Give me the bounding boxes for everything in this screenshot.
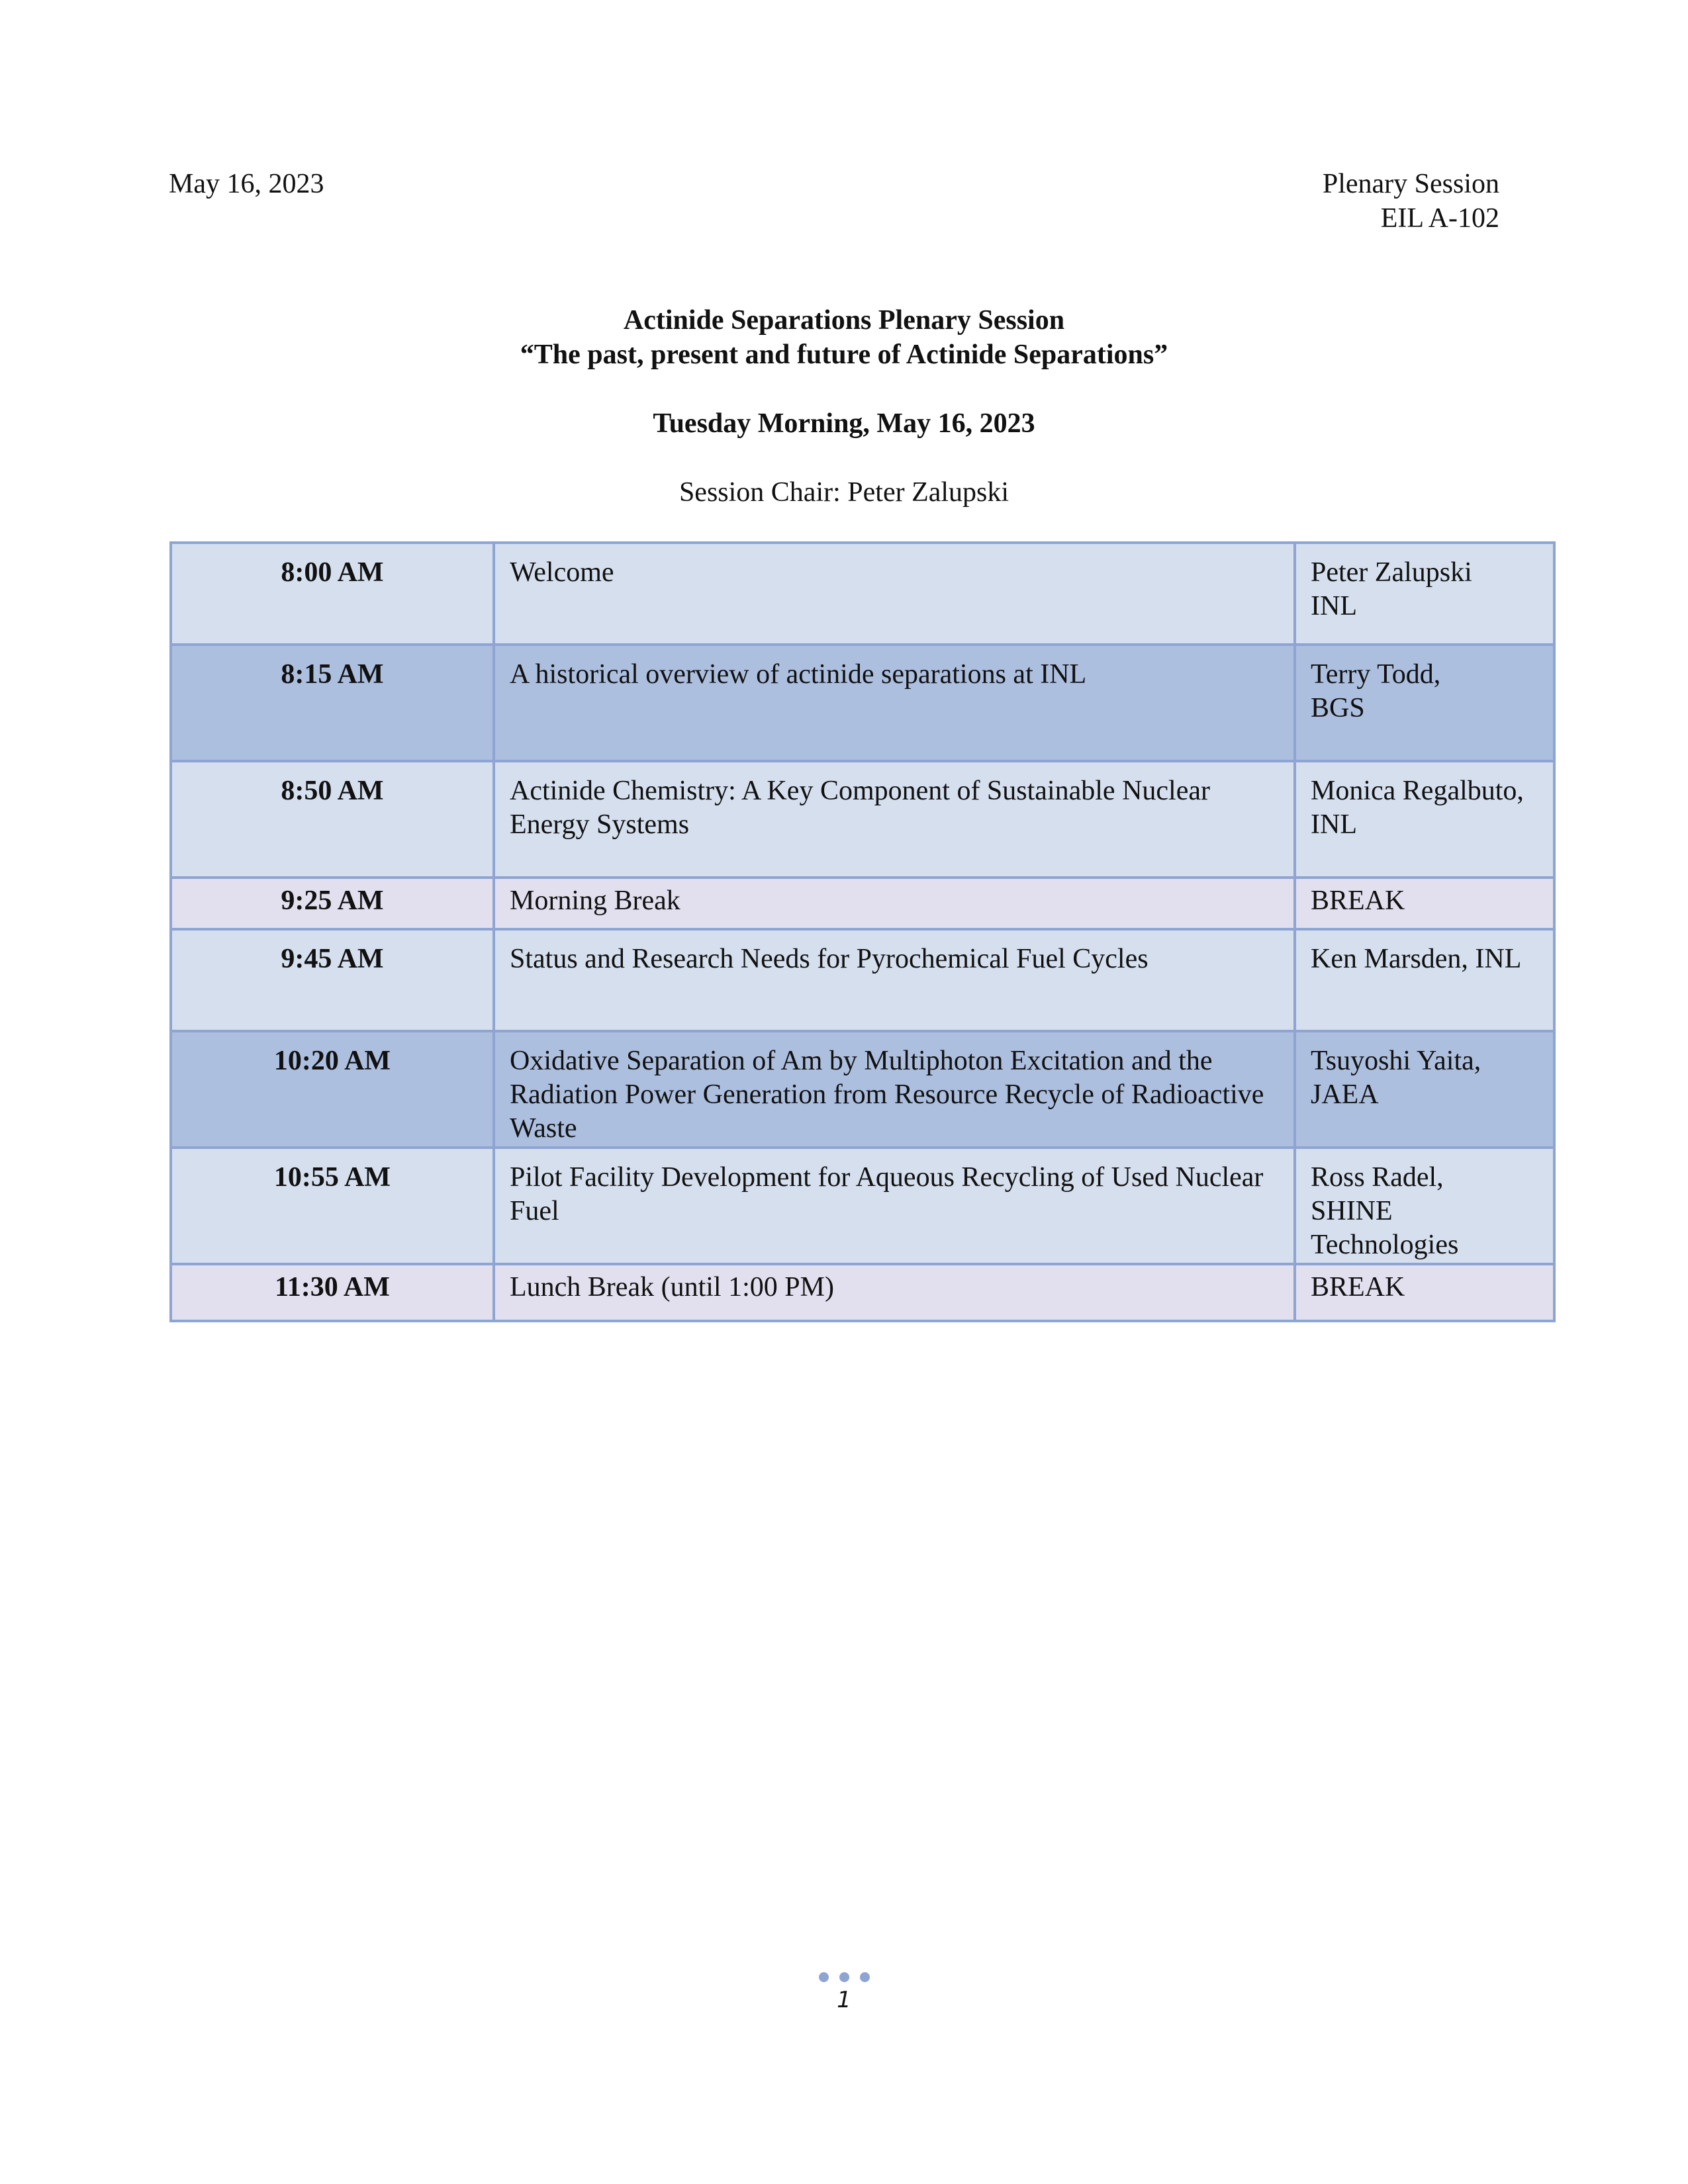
speaker-name: Terry Todd, <box>1311 659 1441 690</box>
talk-title-cell: Oxidative Separation of Am by Multiphoton Excitation and the Radiation Power Generation from Resource Recycle of Radioactive Waste <box>494 1031 1295 1148</box>
schedule-table <box>169 541 1556 1322</box>
time-cell: 9:25 AM <box>171 878 494 929</box>
page-number: 1 <box>837 1987 851 2013</box>
dot-icon <box>819 1972 829 1982</box>
header-room: EIL A-102 <box>1380 203 1499 234</box>
break-label: BREAK <box>1311 886 1405 916</box>
session-subtitle: “The past, present and future of Actinide Separations” <box>520 340 1168 370</box>
session-title-block <box>0 303 1688 510</box>
speaker-cell <box>1295 1264 1554 1321</box>
break-label: BREAK <box>1311 1272 1405 1302</box>
time-cell: 10:55 AM <box>171 1148 494 1264</box>
header-session-label: Plenary Session <box>1322 169 1499 199</box>
table-row <box>171 543 1554 645</box>
speaker-affiliation: BGS <box>1311 693 1365 723</box>
footer-dots-icon <box>819 1972 870 1982</box>
speaker-cell <box>1295 929 1554 1031</box>
talk-title-cell: Pilot Facility Development for Aqueous Recycling of Used Nuclear Fuel <box>494 1148 1295 1264</box>
session-day: Tuesday Morning, May 16, 2023 <box>653 408 1035 439</box>
time-cell: 8:15 AM <box>171 645 494 761</box>
dot-icon <box>860 1972 870 1982</box>
talk-title-cell: Welcome <box>494 543 1295 645</box>
talk-title-cell: Morning Break <box>494 878 1295 929</box>
header-session-info <box>1323 167 1499 236</box>
session-title: Actinide Separations Plenary Session <box>623 305 1065 336</box>
speaker-cell <box>1295 1031 1554 1148</box>
table-row <box>171 1148 1554 1264</box>
table-row <box>171 878 1554 929</box>
dot-icon <box>839 1972 849 1982</box>
speaker-name: Monica Regalbuto, <box>1311 776 1524 806</box>
speaker-name: Peter Zalupski <box>1311 557 1472 588</box>
talk-title-cell: A historical overview of actinide separations at INL <box>494 645 1295 761</box>
talk-title-cell: Lunch Break (until 1:00 PM) <box>494 1264 1295 1321</box>
speaker-cell <box>1295 543 1554 645</box>
speaker-affiliation: JAEA <box>1311 1079 1379 1110</box>
time-cell: 10:20 AM <box>171 1031 494 1148</box>
page-footer <box>0 1972 1688 2013</box>
time-cell: 8:50 AM <box>171 761 494 878</box>
table-row <box>171 645 1554 761</box>
session-chair: Session Chair: Peter Zalupski <box>679 477 1009 508</box>
talk-title-cell: Status and Research Needs for Pyrochemical Fuel Cycles <box>494 929 1295 1031</box>
header-date: May 16, 2023 <box>169 169 324 199</box>
speaker-cell <box>1295 1148 1554 1264</box>
speaker-cell <box>1295 761 1554 878</box>
speaker-affiliation: INL <box>1311 809 1357 840</box>
speaker-cell <box>1295 645 1554 761</box>
speaker-name: Tsuyoshi Yaita, <box>1311 1046 1481 1076</box>
time-cell: 11:30 AM <box>171 1264 494 1321</box>
time-cell: 9:45 AM <box>171 929 494 1031</box>
table-row <box>171 1264 1554 1321</box>
speaker-name: Ross Radel, <box>1311 1162 1444 1193</box>
speaker-cell <box>1295 878 1554 929</box>
speaker-affiliation: SHINE <box>1311 1196 1393 1226</box>
speaker-name: Ken Marsden, INL <box>1311 944 1522 974</box>
table-row <box>171 1031 1554 1148</box>
speaker-affiliation-cont: Technologies <box>1311 1230 1459 1260</box>
table-row <box>171 761 1554 878</box>
time-cell: 8:00 AM <box>171 543 494 645</box>
talk-title-cell: Actinide Chemistry: A Key Component of Sustainable Nuclear Energy Systems <box>494 761 1295 878</box>
table-row <box>171 929 1554 1031</box>
speaker-affiliation: INL <box>1311 591 1357 621</box>
